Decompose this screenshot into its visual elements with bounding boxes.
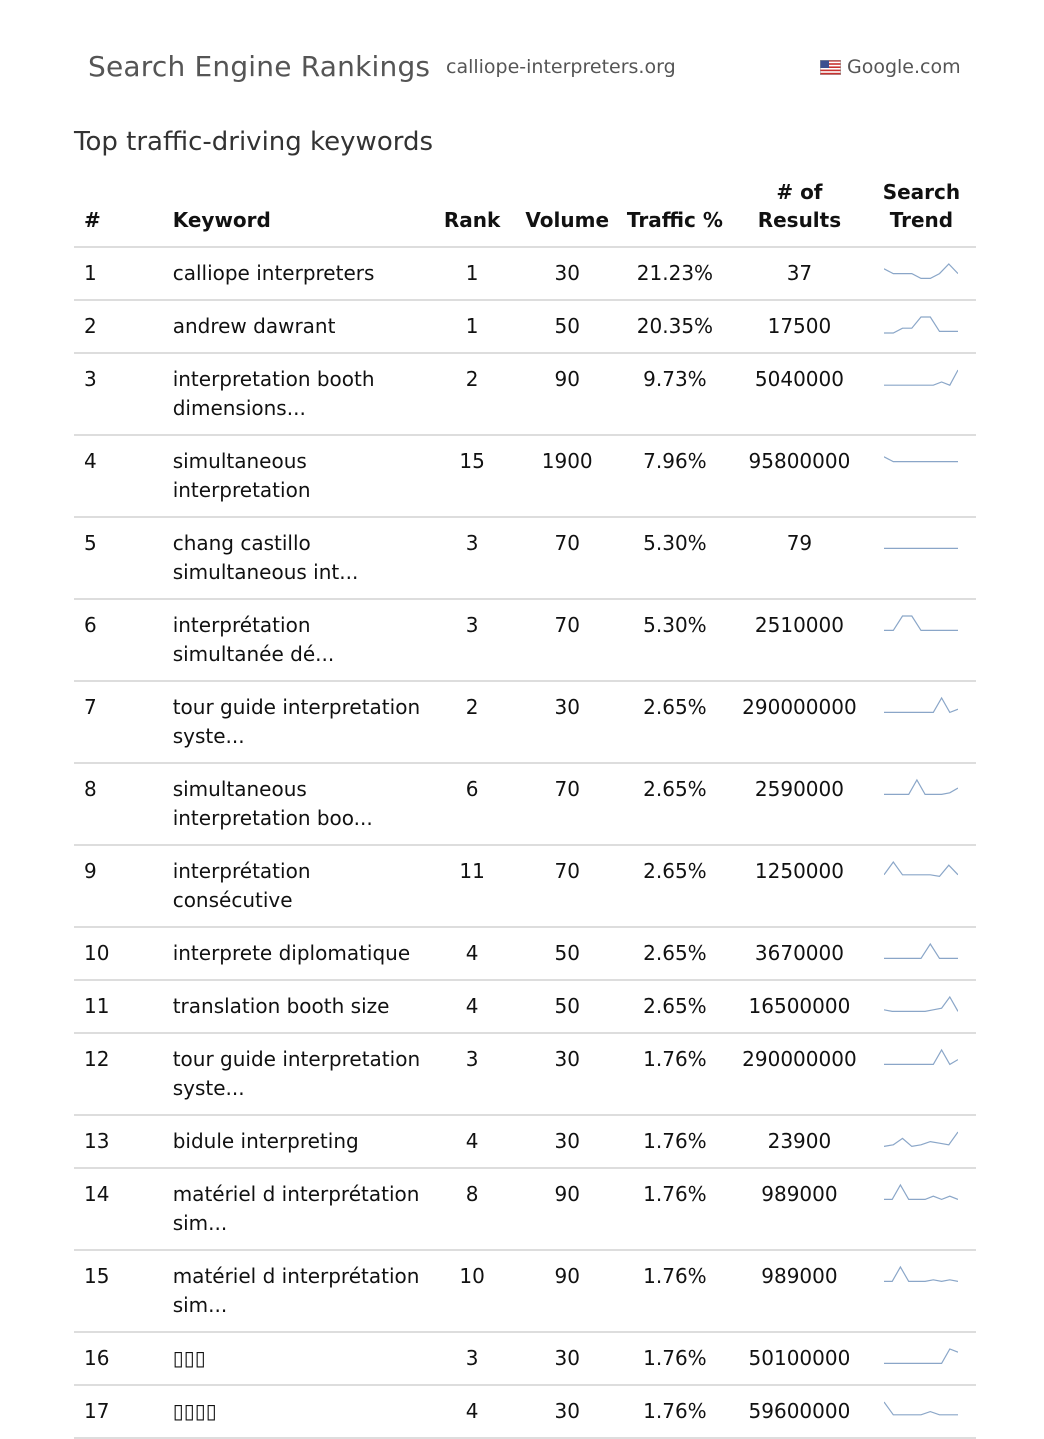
row-number: 15	[74, 1250, 173, 1332]
search-trend-cell	[867, 1115, 976, 1168]
traffic-cell: 2.65%	[618, 927, 732, 980]
search-trend-cell	[867, 247, 976, 300]
results-cell: 989000	[732, 1250, 867, 1332]
sparkline-chart	[884, 1400, 958, 1420]
sparkline-line	[884, 1185, 958, 1199]
row-number: 14	[74, 1168, 173, 1250]
traffic-cell: 9.73%	[618, 353, 732, 435]
column-header-results[interactable]: # of Results	[732, 178, 867, 247]
traffic-cell: 2.65%	[618, 980, 732, 1033]
sparkline-chart	[884, 696, 958, 716]
keyword-cell[interactable]: matériel d interprétation sim...	[173, 1168, 428, 1250]
volume-cell: 50	[517, 300, 618, 353]
sparkline-line	[884, 616, 958, 630]
table-row	[74, 599, 976, 681]
rank-cell: 2	[428, 353, 517, 435]
column-header-number[interactable]: #	[74, 178, 173, 247]
sparkline-line	[884, 780, 958, 794]
keyword-cell[interactable]: bidule interpreting	[173, 1115, 428, 1168]
sparkline-chart	[884, 1048, 958, 1068]
traffic-cell: 21.23%	[618, 247, 732, 300]
row-number: 8	[74, 763, 173, 845]
sparkline-chart	[884, 942, 958, 962]
keywords-table-body	[74, 247, 976, 1438]
volume-cell: 70	[517, 845, 618, 927]
rank-cell: 4	[428, 927, 517, 980]
volume-cell: 70	[517, 763, 618, 845]
sparkline-chart	[884, 1183, 958, 1203]
table-row	[74, 845, 976, 927]
traffic-cell: 1.76%	[618, 1115, 732, 1168]
results-cell: 290000000	[732, 681, 867, 763]
keyword-cell[interactable]: translation booth size	[173, 980, 428, 1033]
traffic-cell: 20.35%	[618, 300, 732, 353]
volume-cell: 50	[517, 927, 618, 980]
rank-cell: 11	[428, 845, 517, 927]
keywords-table	[74, 178, 976, 1439]
table-row	[74, 1250, 976, 1332]
rank-cell: 3	[428, 599, 517, 681]
table-row	[74, 435, 976, 517]
keyword-cell[interactable]: tour guide interpretation syste...	[173, 681, 428, 763]
rank-cell: 1	[428, 300, 517, 353]
row-number: 13	[74, 1115, 173, 1168]
results-cell: 290000000	[732, 1033, 867, 1115]
table-row	[74, 517, 976, 599]
row-number: 4	[74, 435, 173, 517]
search-trend-cell	[867, 927, 976, 980]
traffic-cell: 2.65%	[618, 681, 732, 763]
column-header-rank[interactable]: Rank	[428, 178, 517, 247]
sparkline-line	[884, 1132, 958, 1146]
keyword-cell[interactable]: ▯▯▯	[173, 1332, 428, 1385]
traffic-cell: 7.96%	[618, 435, 732, 517]
results-cell: 3670000	[732, 927, 867, 980]
search-trend-cell	[867, 353, 976, 435]
table-row	[74, 353, 976, 435]
sparkline-chart	[884, 995, 958, 1015]
row-number: 5	[74, 517, 173, 599]
keyword-cell[interactable]: interprétation simultanée dé...	[173, 599, 428, 681]
keyword-cell[interactable]: interpretation booth dimensions...	[173, 353, 428, 435]
search-trend-cell	[867, 763, 976, 845]
domain-label[interactable]: calliope-interpreters.org	[446, 56, 676, 78]
table-row	[74, 763, 976, 845]
search-trend-cell	[867, 845, 976, 927]
traffic-cell: 2.65%	[618, 845, 732, 927]
traffic-cell: 1.76%	[618, 1332, 732, 1385]
sparkline-line	[884, 862, 958, 876]
results-cell: 5040000	[732, 353, 867, 435]
row-number: 7	[74, 681, 173, 763]
keyword-cell[interactable]: interprétation consécutive	[173, 845, 428, 927]
sparkline-chart	[884, 532, 958, 552]
search-trend-cell	[867, 980, 976, 1033]
sparkline-chart	[884, 1347, 958, 1367]
results-cell: 989000	[732, 1168, 867, 1250]
keyword-cell[interactable]: calliope interpreters	[173, 247, 428, 300]
search-trend-cell	[867, 1033, 976, 1115]
rank-cell: 10	[428, 1250, 517, 1332]
keyword-cell[interactable]: andrew dawrant	[173, 300, 428, 353]
search-engine-name: Google.com	[847, 56, 961, 78]
volume-cell: 30	[517, 247, 618, 300]
results-cell: 2510000	[732, 599, 867, 681]
table-row	[74, 1033, 976, 1115]
sparkline-line	[884, 698, 958, 712]
keyword-cell[interactable]: simultaneous interpretation boo...	[173, 763, 428, 845]
search-trend-cell	[867, 517, 976, 599]
report-header	[0, 0, 1044, 110]
sparkline-line	[884, 264, 958, 278]
column-header-traffic[interactable]: Traffic %	[618, 178, 732, 247]
row-number: 3	[74, 353, 173, 435]
sparkline-line	[884, 457, 958, 462]
table-row	[74, 1385, 976, 1438]
sparkline-line	[884, 370, 958, 385]
keyword-cell[interactable]: matériel d interprétation sim...	[173, 1250, 428, 1332]
traffic-cell: 2.65%	[618, 763, 732, 845]
volume-cell: 30	[517, 1033, 618, 1115]
keyword-cell[interactable]: interprete diplomatique	[173, 927, 428, 980]
volume-cell: 90	[517, 353, 618, 435]
sparkline-chart	[884, 262, 958, 282]
sparkline-line	[884, 317, 958, 333]
sparkline-chart	[884, 1130, 958, 1150]
rank-cell: 3	[428, 1332, 517, 1385]
table-row	[74, 1332, 976, 1385]
results-cell: 37	[732, 247, 867, 300]
rank-cell: 6	[428, 763, 517, 845]
volume-cell: 30	[517, 1332, 618, 1385]
table-row	[74, 247, 976, 300]
volume-cell: 90	[517, 1168, 618, 1250]
row-number: 11	[74, 980, 173, 1033]
rank-cell: 15	[428, 435, 517, 517]
row-number: 17	[74, 1385, 173, 1438]
page-title: Search Engine Rankings	[88, 50, 431, 83]
results-cell: 59600000	[732, 1385, 867, 1438]
traffic-cell: 1.76%	[618, 1033, 732, 1115]
row-number: 1	[74, 247, 173, 300]
traffic-cell: 5.30%	[618, 517, 732, 599]
row-number: 10	[74, 927, 173, 980]
row-number: 2	[74, 300, 173, 353]
search-trend-cell	[867, 1332, 976, 1385]
traffic-cell: 1.76%	[618, 1168, 732, 1250]
row-number: 12	[74, 1033, 173, 1115]
results-cell: 23900	[732, 1115, 867, 1168]
column-header-keyword[interactable]: Keyword	[173, 178, 428, 247]
table-header-row	[74, 178, 976, 247]
rank-cell: 3	[428, 1033, 517, 1115]
column-header-trend[interactable]: Search Trend	[867, 178, 976, 247]
keyword-cell[interactable]: simultaneous interpretation	[173, 435, 428, 517]
traffic-cell: 1.76%	[618, 1250, 732, 1332]
keyword-cell[interactable]: ▯▯▯▯	[173, 1385, 428, 1438]
results-cell: 2590000	[732, 763, 867, 845]
keyword-cell[interactable]: chang castillo simultaneous int...	[173, 517, 428, 599]
us-flag-icon	[820, 60, 841, 75]
rank-cell: 8	[428, 1168, 517, 1250]
search-trend-cell	[867, 1168, 976, 1250]
results-cell: 50100000	[732, 1332, 867, 1385]
keyword-cell[interactable]: tour guide interpretation syste...	[173, 1033, 428, 1115]
traffic-cell: 5.30%	[618, 599, 732, 681]
volume-cell: 1900	[517, 435, 618, 517]
search-trend-cell	[867, 681, 976, 763]
sparkline-line	[884, 1267, 958, 1281]
search-trend-cell	[867, 435, 976, 517]
results-cell: 95800000	[732, 435, 867, 517]
volume-cell: 50	[517, 980, 618, 1033]
table-row	[74, 927, 976, 980]
row-number: 9	[74, 845, 173, 927]
sparkline-chart	[884, 315, 958, 335]
column-header-volume[interactable]: Volume	[517, 178, 618, 247]
table-row	[74, 300, 976, 353]
results-cell: 79	[732, 517, 867, 599]
row-number: 6	[74, 599, 173, 681]
sparkline-line	[884, 944, 958, 958]
traffic-cell: 1.76%	[618, 1385, 732, 1438]
sparkline-chart	[884, 1265, 958, 1285]
sparkline-chart	[884, 614, 958, 634]
sparkline-line	[884, 1402, 958, 1415]
rank-cell: 4	[428, 980, 517, 1033]
sparkline-chart	[884, 450, 958, 470]
volume-cell: 30	[517, 1385, 618, 1438]
table-row	[74, 681, 976, 763]
volume-cell: 70	[517, 599, 618, 681]
results-cell: 17500	[732, 300, 867, 353]
volume-cell: 30	[517, 1115, 618, 1168]
sparkline-line	[884, 997, 958, 1011]
search-trend-cell	[867, 1385, 976, 1438]
volume-cell: 70	[517, 517, 618, 599]
volume-cell: 90	[517, 1250, 618, 1332]
sparkline-chart	[884, 368, 958, 388]
rank-cell: 4	[428, 1115, 517, 1168]
results-cell: 16500000	[732, 980, 867, 1033]
table-row	[74, 980, 976, 1033]
rank-cell: 1	[428, 247, 517, 300]
section-title: Top traffic-driving keywords	[74, 127, 434, 157]
search-trend-cell	[867, 1250, 976, 1332]
search-engine-label	[820, 56, 961, 78]
search-trend-cell	[867, 599, 976, 681]
rank-cell: 4	[428, 1385, 517, 1438]
sparkline-chart	[884, 860, 958, 880]
row-number: 16	[74, 1332, 173, 1385]
volume-cell: 30	[517, 681, 618, 763]
sparkline-line	[884, 1349, 958, 1363]
sparkline-line	[884, 1050, 958, 1064]
search-trend-cell	[867, 300, 976, 353]
table-row	[74, 1115, 976, 1168]
table-row	[74, 1168, 976, 1250]
rank-cell: 2	[428, 681, 517, 763]
sparkline-chart	[884, 778, 958, 798]
results-cell: 1250000	[732, 845, 867, 927]
rank-cell: 3	[428, 517, 517, 599]
